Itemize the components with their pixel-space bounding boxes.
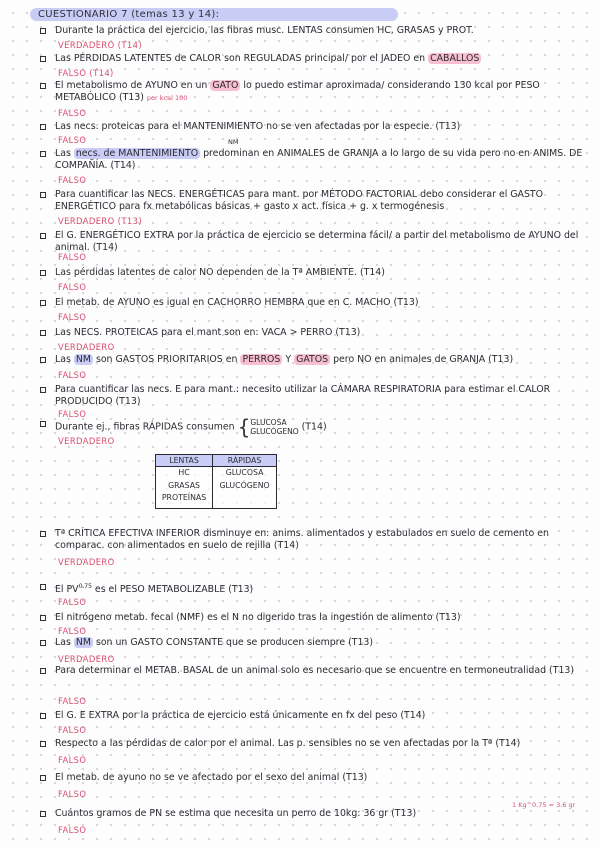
handwritten-note: NM <box>228 138 239 146</box>
checkbox[interactable] <box>40 584 46 590</box>
checkbox[interactable] <box>40 811 46 817</box>
answer-label: FALSO <box>58 282 87 292</box>
checkbox[interactable] <box>40 233 46 239</box>
answer-label: FALSO <box>58 725 87 735</box>
answer-label: FALSO <box>58 108 87 118</box>
superscript: 0.75 <box>78 583 92 590</box>
question-item <box>40 148 595 172</box>
question-text: Las necs. proteicas para el MANTENIMIENTO no se ven afectadas por la especie. (T13) <box>55 121 461 132</box>
answer-label: FALSO <box>58 409 87 419</box>
highlight: NM <box>75 637 91 648</box>
table-cell: GLUCOSA <box>213 467 277 480</box>
question-item <box>40 581 595 596</box>
answer-label: VERDADERO <box>58 436 115 446</box>
checkbox[interactable] <box>40 668 46 674</box>
question-text: El G. E EXTRA por la práctica de ejercicio está únicamente en fx del peso (T14) <box>55 710 426 721</box>
table-cell: PROTEÍNAS <box>156 492 213 509</box>
question-item <box>40 665 595 677</box>
answer-label: FALSO <box>58 696 87 706</box>
question-text: Respecto a las pérdidas de calor por el animal. Las p. sensibles no se ven afectadas por la Tª (T14) <box>55 738 521 749</box>
question-text: Durante ej., fibras RÁPIDAS consumen <box>55 421 235 433</box>
table-cell: GRASAS <box>156 480 213 493</box>
question-text: Tª CRÍTICA EFECTIVA INFERIOR disminuye en: anims. alimentados y estabulados en suelo de cemento en comparac. con alimentados en suelo de rejilla (T14) <box>55 528 549 551</box>
question-item <box>40 327 595 339</box>
question-text: El nitrógeno metab. fecal (NMF) es el N no digerido tras la ingestión de alimento (T13) <box>55 612 461 623</box>
question-item <box>40 53 595 65</box>
checkbox[interactable] <box>40 357 46 363</box>
page-title: CUESTIONARIO 7 (temas 13 y 14): <box>30 8 398 21</box>
answer-label: VERDADERO <box>58 557 115 567</box>
question-item <box>40 189 595 213</box>
checkbox[interactable] <box>40 387 46 393</box>
question-item <box>40 637 595 649</box>
answer-label: FALSO <box>58 135 87 145</box>
checkbox[interactable] <box>40 151 46 157</box>
question-item <box>40 25 595 37</box>
question-item <box>40 297 595 309</box>
answer-label: FALSO <box>58 825 87 835</box>
answer-label: VERDADERO <box>58 342 115 352</box>
table-header: RÁPIDAS <box>213 455 277 467</box>
highlight: PERROS <box>242 354 281 365</box>
table-header: LENTAS <box>156 455 213 467</box>
question-item <box>40 710 595 722</box>
checkbox[interactable] <box>40 531 46 537</box>
question-text: El PV <box>55 584 79 596</box>
question-text: Para determinar el METAB. BASAL de un animal solo es necesario que se encuentre en termoneutralidad (T13) <box>55 665 575 676</box>
question-text: Cuántos gramos de PN se estima que necesita un perro de 10kg: 36 gr (T13) <box>55 808 417 819</box>
question-text: es el PESO METABOLIZABLE (T13) <box>94 584 254 596</box>
question-text: lo puedo estimar aproximada/ considerando 130 kcal por PESO METABÓLICO (T13) <box>55 80 540 103</box>
highlight: CABALLOS <box>430 53 480 64</box>
checkbox[interactable] <box>40 713 46 719</box>
question-text: Y <box>285 354 292 365</box>
answer-label: FALSO <box>58 312 87 322</box>
highlight: necs. de MANTENIMIENTO <box>75 148 199 159</box>
question-item <box>40 354 595 366</box>
checkbox[interactable] <box>40 775 46 781</box>
checkbox[interactable] <box>40 83 46 89</box>
question-item <box>40 415 595 439</box>
question-text: predominan en ANIMALES de GRANJA a lo largo de su vida pero no en ANIMS. DE COMPAÑÍA. (T14) <box>55 148 583 171</box>
checkbox[interactable] <box>40 28 46 34</box>
highlight: GATO <box>212 80 239 91</box>
answer-label: VERDADERO (T13) <box>58 216 142 226</box>
checkbox[interactable] <box>40 124 46 130</box>
question-text: son GASTOS PRIORITARIOS en <box>95 354 238 365</box>
checkbox[interactable] <box>40 270 46 276</box>
question-text: El metab. de ayuno no se ve afectado por el sexo del animal (T13) <box>55 772 368 783</box>
table-cell: HC <box>156 467 213 480</box>
question-item <box>40 528 595 552</box>
question-text: Para cuantificar las NECS. ENERGÉTICAS para mant. por MÉTODO FACTORIAL debo considerar el GASTO ENERGÉTICO para fx metabólicas básicas + gasto x act. física + g. x termogénesis <box>55 189 544 212</box>
table-cell: GLUCÓGENO <box>213 480 277 493</box>
question-item <box>40 230 595 254</box>
checkbox[interactable] <box>40 56 46 62</box>
table-cell <box>213 492 277 509</box>
question-item <box>40 121 595 133</box>
brace-icon: { <box>237 415 251 439</box>
checkbox[interactable] <box>40 330 46 336</box>
question-text: El metabolismo de AYUNO en un <box>55 80 208 91</box>
handwritten-note: por kcal 100 <box>146 94 188 102</box>
question-item <box>40 772 595 784</box>
question-item <box>40 384 595 408</box>
checkbox[interactable] <box>40 192 46 198</box>
question-item <box>40 80 595 104</box>
answer-label: FALSO <box>58 789 87 799</box>
checkbox[interactable] <box>40 615 46 621</box>
margin-note: 1 Kg^0.75 = 3.6 gr <box>512 801 576 809</box>
answer-label: VERDADERO (T14) <box>58 40 142 50</box>
checkbox[interactable] <box>40 741 46 747</box>
question-text: Para cuantificar las necs. E para mant.: necesito utilizar la CÁMARA RESPIRATORIA para estimar el CALOR PRODUCIDO (T13) <box>55 384 551 407</box>
answer-label: VERDADERO <box>58 654 115 664</box>
question-text: Las NECS. PROTEICAS para el mant son en: VACA > PERRO (T13) <box>55 327 361 338</box>
answer-label: FALSO <box>58 370 87 380</box>
question-item <box>40 808 595 820</box>
question-text: son un GASTO CONSTANTE que se producen siempre (T13) <box>95 637 374 648</box>
word-stack: GLUCOSA GLUCÓGENO <box>250 418 299 436</box>
question-text: Las PÉRDIDAS LATENTES de CALOR son REGULADAS principal/ por el JADEO en <box>55 53 426 64</box>
highlight: NM <box>75 354 91 365</box>
question-item <box>40 612 595 624</box>
question-text: Durante la práctica del ejercicio, las fibras musc. LENTAS consumen HC, GRASAS y PROT. <box>55 25 474 36</box>
answer-label: FALSO <box>58 252 87 262</box>
question-text: Las <box>55 148 71 159</box>
answer-label: FALSO <box>58 597 87 607</box>
fiber-table <box>155 454 277 509</box>
checkbox[interactable] <box>40 300 46 306</box>
question-text: Las <box>55 354 71 365</box>
checkbox[interactable] <box>40 421 46 427</box>
answer-label: FALSO (T14) <box>58 68 114 78</box>
question-text: El metab. de AYUNO es igual en CACHORRO HEMBRA que en C. MACHO (T13) <box>55 297 419 308</box>
question-text: (T14) <box>301 421 327 433</box>
question-text: El G. ENERGÉTICO EXTRA por la práctica de ejercicio se determina fácil/ a partir del metabolismo de AYUNO del animal. (T14) <box>55 230 579 253</box>
question-text: pero NO en animales de GRANJA (T13) <box>333 354 514 365</box>
answer-label: FALSO <box>58 626 87 636</box>
answer-label: FALSO <box>58 755 87 765</box>
question-text: Las <box>55 637 71 648</box>
question-item <box>40 738 595 750</box>
question-item <box>40 267 595 279</box>
question-text: Las pérdidas latentes de calor NO dependen de la Tª AMBIENTE. (T14) <box>55 267 385 278</box>
highlight: GATOS <box>296 354 329 365</box>
checkbox[interactable] <box>40 640 46 646</box>
answer-label: FALSO <box>58 175 87 185</box>
